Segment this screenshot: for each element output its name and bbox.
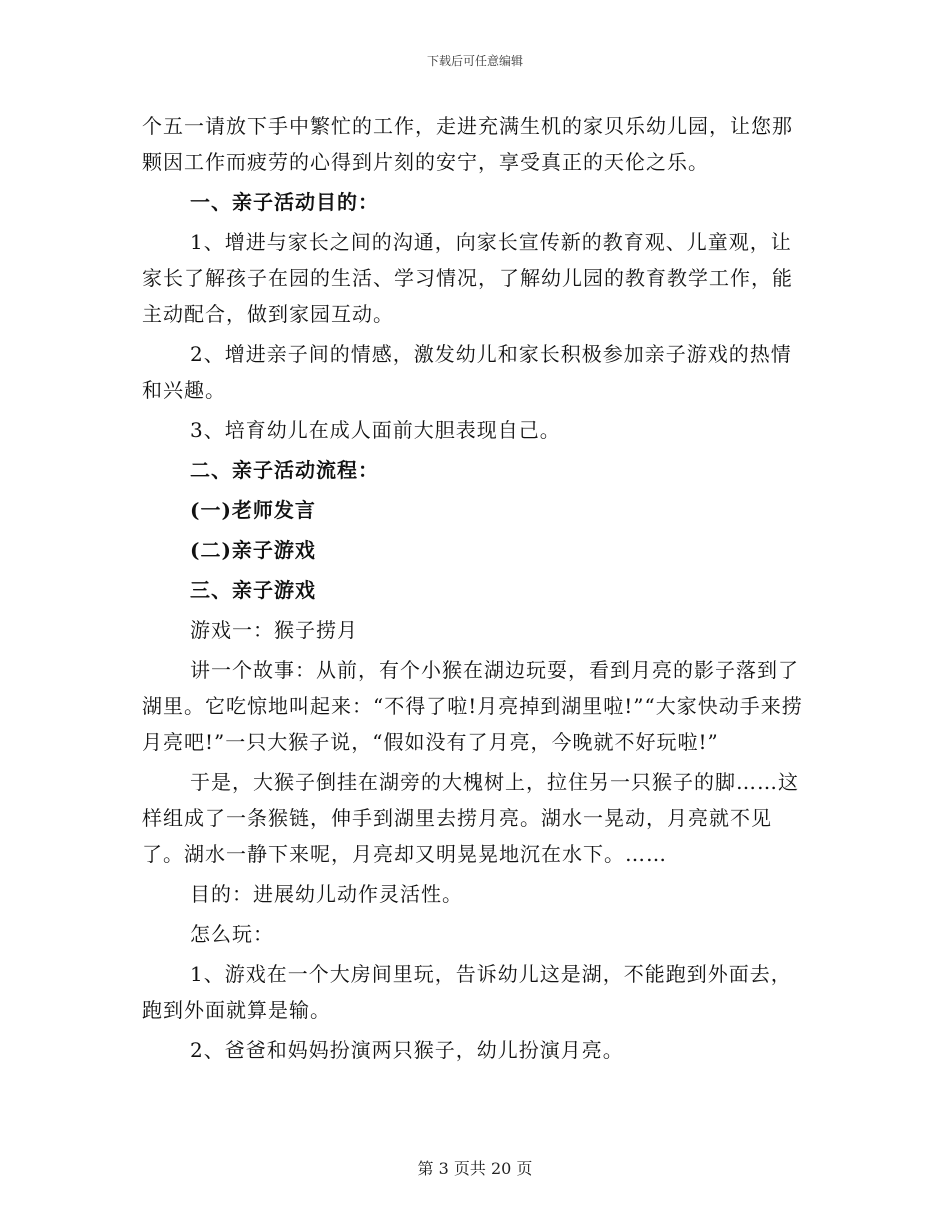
page-header: 下载后可任意编辑 xyxy=(426,54,523,68)
paragraph-rule-2: 2、爸爸和妈妈扮演两只猴子，幼儿扮演月亮。 xyxy=(190,1038,624,1062)
heading-parent-child-game: (二)亲子游戏 xyxy=(190,538,316,562)
paragraph-purpose-2: 2、增进亲子间的情感，激发幼儿和家长积极参加亲子游戏的热情和兴趣。 xyxy=(142,342,792,402)
paragraph-how-to-play: 怎么玩： xyxy=(190,922,274,946)
heading-teacher-speech: (一)老师发言 xyxy=(190,498,316,522)
paragraph-purpose-1: 1、增进与家长之间的沟通，向家长宣传新的教育观、儿童观，让家长了解孩子在园的生活、学习情况，了解幼儿园的教育教学工作，能主动配合，做到家园互动。 xyxy=(142,230,793,326)
paragraph-story: 讲一个故事：从前，有个小猴在湖边玩耍，看到月亮的影子落到了湖里。它吃惊地叫起来：“不得了啦!月亮掉到湖里啦!”“大家快动手来捞月亮吧!”一只大猴子说，“假如没有了月亮，今晚就不好玩啦!” xyxy=(142,658,803,754)
paragraph-purpose-3: 3、培育幼儿在成人面前大胆表现自己。 xyxy=(190,418,561,442)
paragraph-intro: 个五一请放下手中繁忙的工作，走进充满生机的家贝乐幼儿园，让您那颗因工作而疲劳的心得到片刻的安宁，享受真正的天伦之乐。 xyxy=(142,114,793,174)
document-body xyxy=(142,108,806,1068)
paragraph-objective: 目的：进展幼儿动作灵活性。 xyxy=(190,882,463,906)
page-footer: 第 3 页共 20 页 xyxy=(417,1159,533,1178)
heading-process: 二、亲子活动流程： xyxy=(190,458,379,482)
paragraph-story-continued: 于是，大猴子倒挂在湖旁的大槐树上，拉住另一只猴子的脚……这样组成了一条猴链，伸手到湖里去捞月亮。湖水一晃动，月亮就不见了。湖水一静下来呢，月亮却又明晃晃地沉在水下。…… xyxy=(142,770,799,866)
paragraph-rule-1: 1、游戏在一个大房间里玩，告诉幼儿这是湖，不能跑到外面去，跑到外面就算是输。 xyxy=(142,962,792,1022)
heading-purpose: 一、亲子活动目的： xyxy=(190,190,379,214)
paragraph-game-one-title: 游戏一：猴子捞月 xyxy=(190,618,358,642)
heading-games: 三、亲子游戏 xyxy=(190,578,316,602)
